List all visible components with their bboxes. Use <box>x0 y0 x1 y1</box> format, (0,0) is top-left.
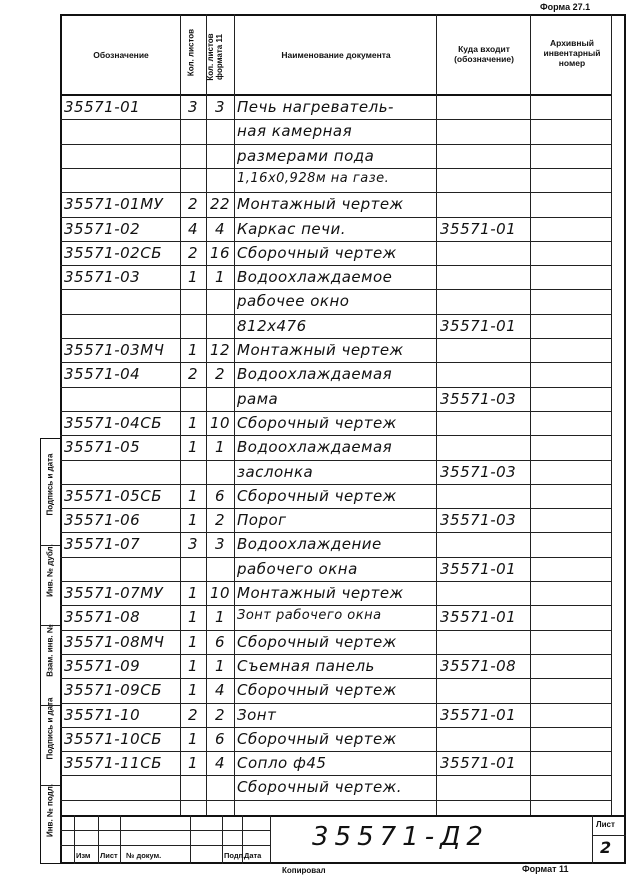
row-sheets: 1 <box>187 584 199 602</box>
row-doc-name: Зонт рабочего окна <box>237 608 382 624</box>
row-format-sheets: 1 <box>214 438 226 457</box>
row-sheets: 1 <box>187 268 199 287</box>
row-doc-name: Монтажный чертеж <box>237 341 404 359</box>
row-doc-name: Сборочный чертеж <box>237 632 397 651</box>
row-doc-name: Сборочный чертеж <box>237 486 397 505</box>
row-code: 35571-02 <box>64 219 141 238</box>
format-label: Формат 11 <box>522 864 569 874</box>
copied-label: Копировал <box>282 866 326 875</box>
row-format-sheets: 2 <box>214 365 226 384</box>
tb-col-doc: № докум. <box>126 851 162 860</box>
row-destination: 35571-01 <box>440 608 517 627</box>
row-sheets: 1 <box>187 632 199 651</box>
row-format-sheets: 10 <box>209 584 231 602</box>
row-format-sheets: 6 <box>214 729 226 748</box>
row-code: 35571-04 <box>64 365 141 384</box>
sheet-label: Лист <box>596 820 615 829</box>
header-doc-name: Наименование документа <box>281 50 391 60</box>
row-sheets: 1 <box>187 729 199 748</box>
row-sheets: 1 <box>187 754 199 773</box>
header-sheets-format: Кол. листов формата 11 <box>206 33 224 81</box>
form-label: Форма 27.1 <box>540 2 591 12</box>
row-doc-name: Сборочный чертеж. <box>237 778 402 797</box>
row-format-sheets: 4 <box>214 754 226 773</box>
row-code: 35571-10 <box>64 705 141 724</box>
row-doc-name: Водоохлаждение <box>237 535 382 554</box>
row-sheets: 2 <box>187 705 199 724</box>
row-sheets: 1 <box>187 656 199 675</box>
row-sheets: 2 <box>187 365 199 384</box>
side-stamp-1: Подпись и дата <box>45 453 55 516</box>
row-doc-name: Сборочный чертеж <box>237 413 397 432</box>
row-format-sheets: 10 <box>209 413 231 432</box>
side-stamp-2: Инв. № дубл. <box>45 544 55 597</box>
row-doc-name: Водоохлаждаемая <box>237 438 393 457</box>
row-format-sheets: 6 <box>214 486 226 505</box>
row-doc-name: Зонт <box>237 705 277 724</box>
row-code: 35571-05СБ <box>64 486 162 505</box>
row-code: 35571-07 <box>64 535 141 554</box>
row-code: 35571-01 <box>64 98 141 116</box>
row-format-sheets: 12 <box>209 341 231 359</box>
row-doc-name: Монтажный чертеж <box>237 584 404 602</box>
row-format-sheets: 16 <box>209 243 231 262</box>
row-doc-name: 812х476 <box>237 316 307 335</box>
header-designation: Обозначение <box>93 50 149 60</box>
row-format-sheets: 1 <box>214 608 226 627</box>
row-doc-name: Водоохлаждаемая <box>237 365 393 384</box>
side-stamp-5: Инв. № подл. <box>45 783 55 838</box>
row-sheets: 2 <box>187 195 199 214</box>
sheet-number: 2 <box>600 838 612 857</box>
row-sheets: 3 <box>187 535 199 554</box>
row-code: 35571-08МЧ <box>64 632 165 651</box>
row-doc-name: Съемная панель <box>237 656 375 675</box>
row-sheets: 1 <box>187 511 199 530</box>
row-destination: 35571-01 <box>440 316 517 335</box>
row-code: 35571-07МУ <box>64 584 164 602</box>
row-destination: 35571-03 <box>440 511 517 530</box>
row-sheets: 1 <box>187 341 199 359</box>
row-doc-name: размерами пода <box>237 146 375 165</box>
row-sheets: 1 <box>187 608 199 627</box>
header-destination: Куда входит (обозначение) <box>454 44 514 64</box>
row-doc-name: Каркас печи. <box>237 219 347 238</box>
row-doc-name: Сопло ф45 <box>237 754 327 773</box>
row-doc-name: рабочее окно <box>237 292 350 311</box>
row-destination: 35571-01 <box>440 559 517 578</box>
row-destination: 35571-08 <box>440 656 517 675</box>
row-format-sheets: 6 <box>214 632 226 651</box>
row-format-sheets: 4 <box>214 219 226 238</box>
row-code: 35571-09СБ <box>64 681 162 700</box>
row-code: 35571-08 <box>64 608 141 627</box>
row-format-sheets: 4 <box>214 681 226 700</box>
row-doc-name: рама <box>237 389 279 408</box>
row-doc-name: рабочего окна <box>237 559 358 578</box>
row-code: 35571-05 <box>64 438 141 457</box>
row-code: 35571-10СБ <box>64 729 162 748</box>
row-doc-name: 1,16х0,928м на газе. <box>237 170 390 186</box>
row-doc-name: Сборочный чертеж <box>237 729 397 748</box>
row-doc-name: Сборочный чертеж <box>237 243 397 262</box>
row-destination: 35571-03 <box>440 389 517 408</box>
row-sheets: 1 <box>187 681 199 700</box>
row-sheets: 1 <box>187 413 199 432</box>
row-format-sheets: 1 <box>214 656 226 675</box>
row-doc-name: Сборочный чертеж <box>237 681 397 700</box>
row-destination: 35571-03 <box>440 462 517 481</box>
row-destination: 35571-01 <box>440 705 517 724</box>
row-doc-name: Монтажный чертеж <box>237 195 404 214</box>
row-code: 35571-06 <box>64 511 141 530</box>
row-code: 35571-09 <box>64 656 141 675</box>
row-code: 35571-03МЧ <box>64 341 165 359</box>
row-code: 35571-01МУ <box>64 195 164 214</box>
row-code: 35571-11СБ <box>64 754 162 773</box>
header-sheets: Кол. листов <box>186 28 196 77</box>
row-format-sheets: 3 <box>214 535 226 554</box>
tb-col-date: Дата <box>244 851 262 860</box>
row-destination: 35571-01 <box>440 754 517 773</box>
tb-col-sign: Подп. <box>224 851 246 860</box>
row-doc-name: Порог <box>237 511 287 530</box>
row-format-sheets: 22 <box>209 195 231 214</box>
row-code: 35571-04СБ <box>64 413 162 432</box>
document-number: 35571-Д2 <box>312 822 489 852</box>
row-doc-name: Водоохлаждаемое <box>237 268 393 287</box>
row-sheets: 1 <box>187 438 199 457</box>
tb-col-izm: Изм <box>76 851 91 860</box>
row-format-sheets: 2 <box>214 511 226 530</box>
row-code: 35571-02СБ <box>64 243 162 262</box>
row-doc-name: заслонка <box>237 462 314 481</box>
row-format-sheets: 3 <box>214 98 226 116</box>
tb-col-list: Лист <box>100 851 118 860</box>
side-stamp-4: Подпись и дата <box>45 697 55 760</box>
row-sheets: 4 <box>187 219 199 238</box>
row-doc-name: ная камерная <box>237 122 353 141</box>
row-format-sheets: 1 <box>214 268 226 287</box>
row-doc-name: Печь нагреватель- <box>237 98 394 116</box>
row-sheets: 1 <box>187 486 199 505</box>
side-stamp-3: Взам. инв. № <box>45 624 55 677</box>
row-sheets: 2 <box>187 243 199 262</box>
row-destination: 35571-01 <box>440 219 517 238</box>
header-archive: Архивный инвентарный номер <box>543 38 601 68</box>
row-sheets: 3 <box>187 98 199 116</box>
row-code: 35571-03 <box>64 268 141 287</box>
row-format-sheets: 2 <box>214 705 226 724</box>
